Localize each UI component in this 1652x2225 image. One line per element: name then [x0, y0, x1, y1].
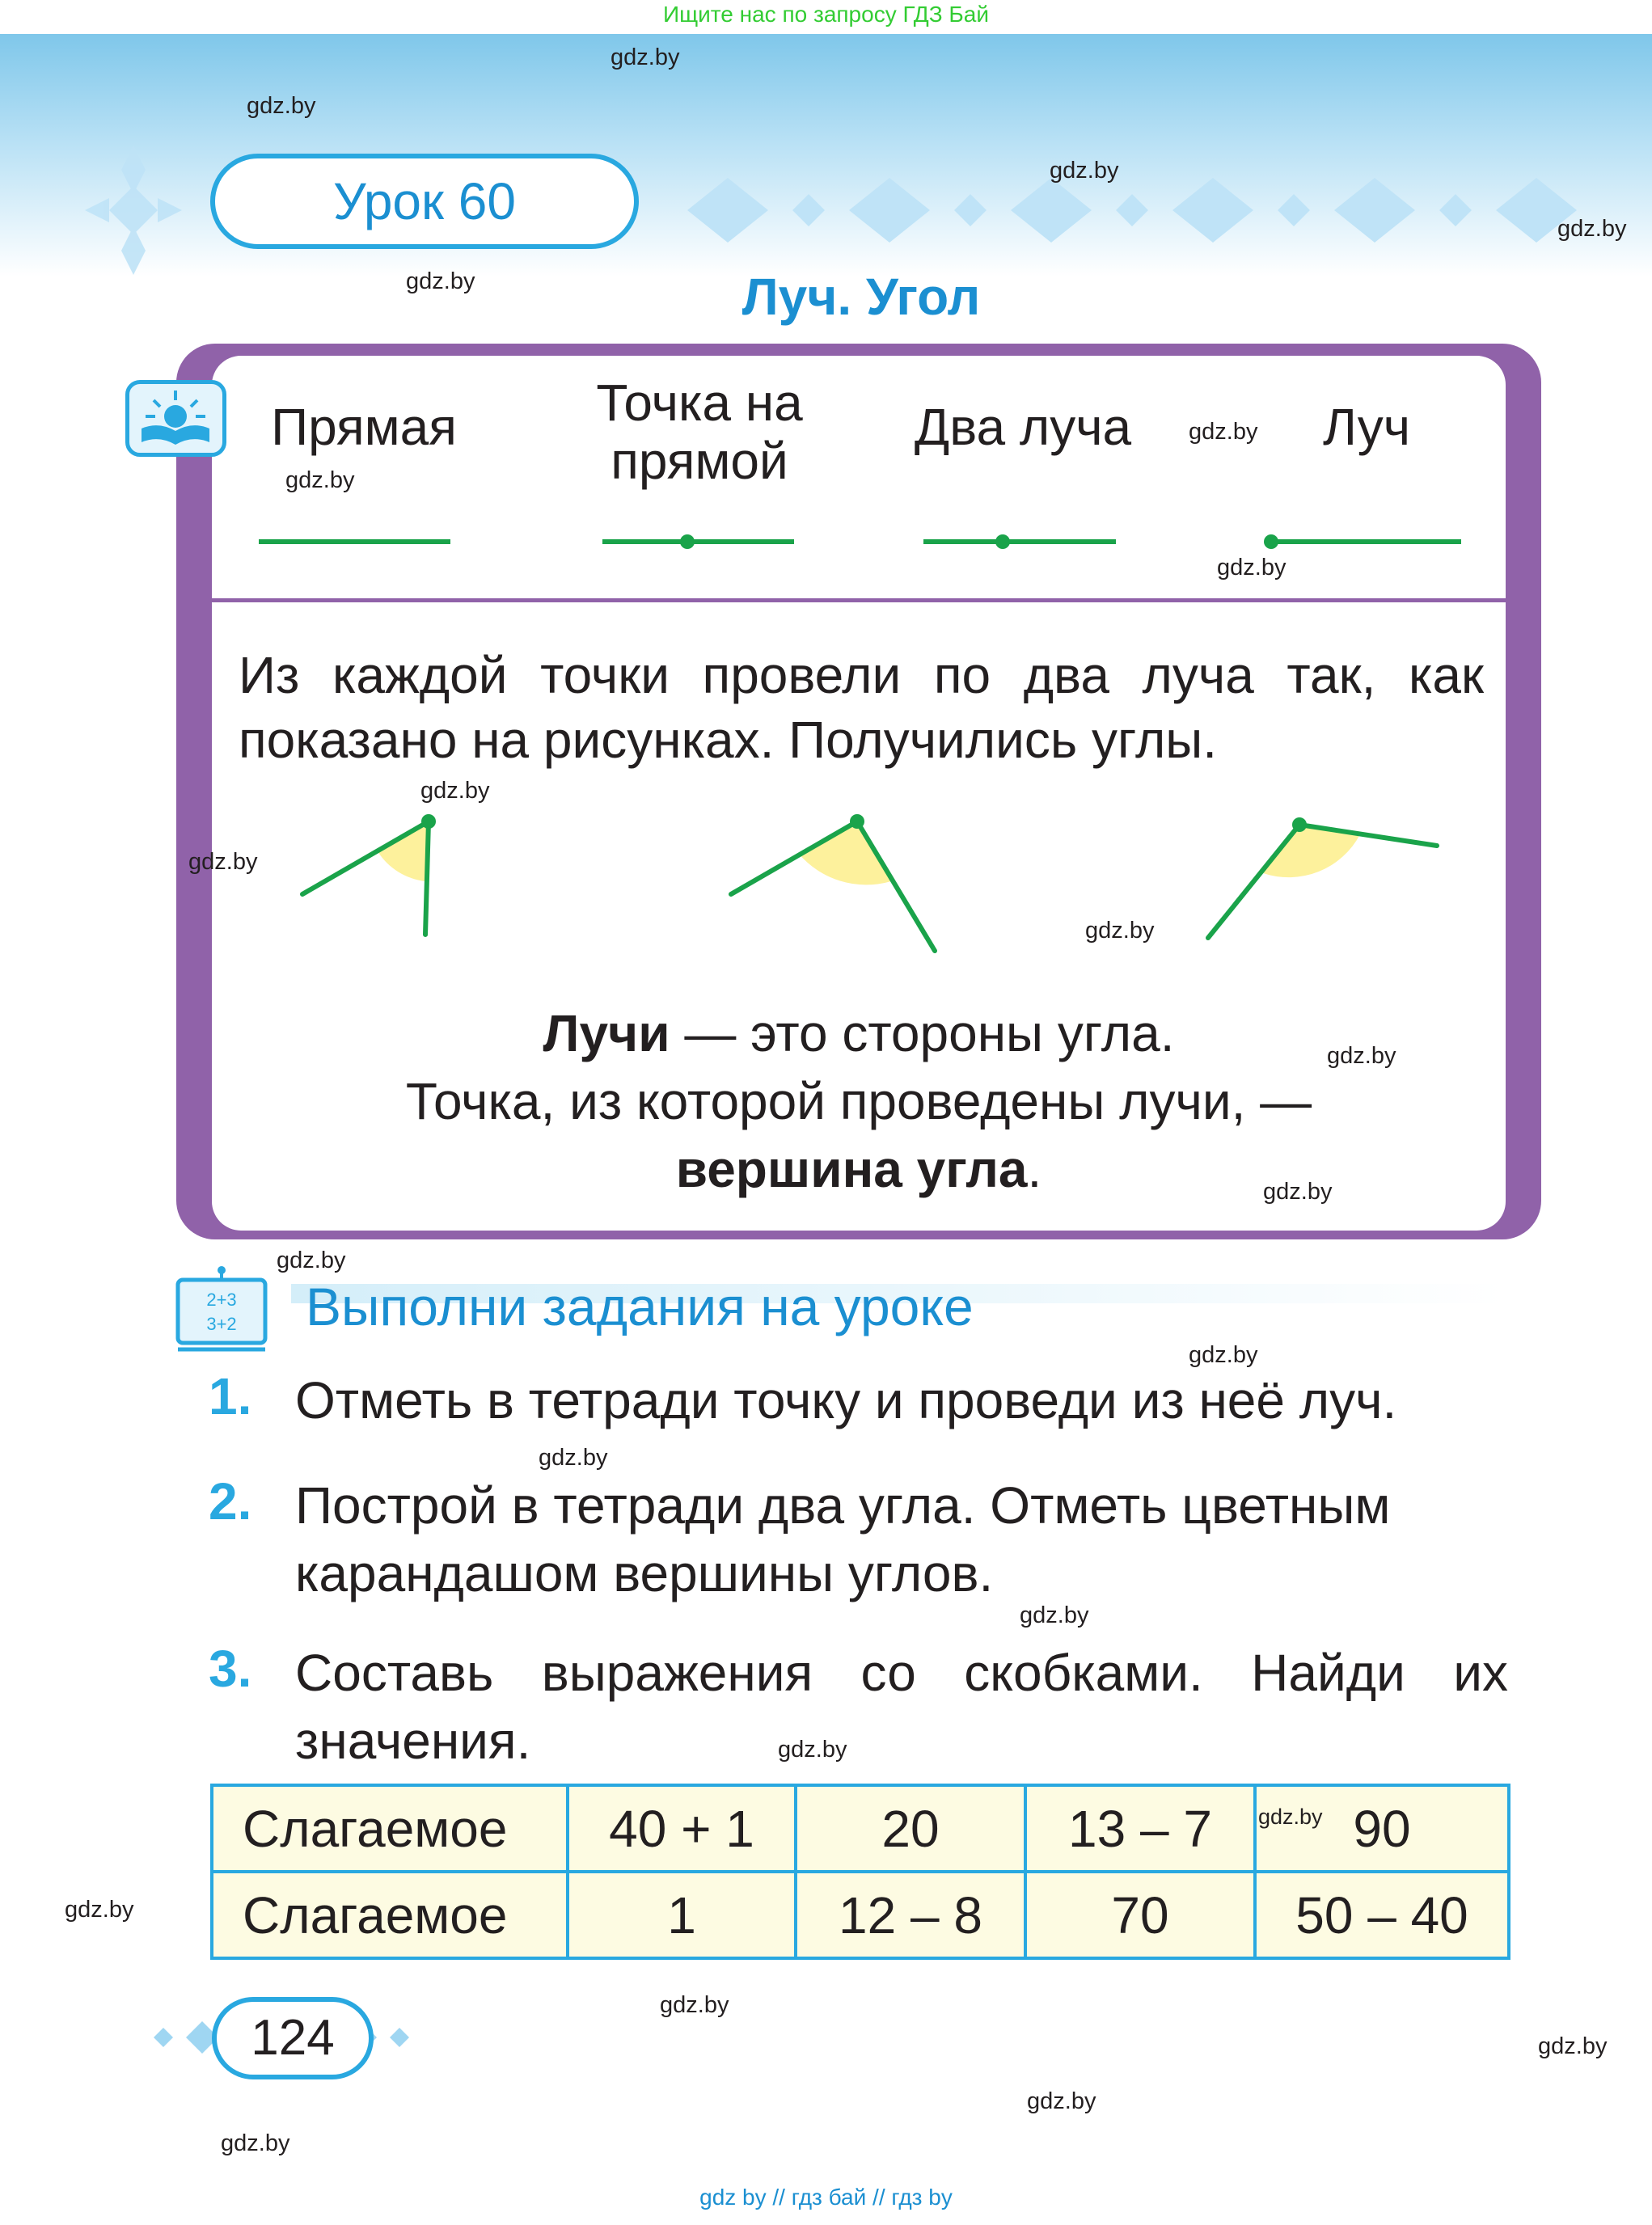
- table-cell: Слагаемое: [212, 1872, 568, 1958]
- angle3-side-a: [1208, 825, 1299, 938]
- theory-divider: [212, 598, 1506, 602]
- watermark: gdz.by: [277, 1248, 346, 1273]
- watermark: gdz.by: [1085, 918, 1155, 944]
- watermark: gdz.by: [65, 1897, 134, 1923]
- table-cell: 13 – 7: [1025, 1785, 1255, 1872]
- concept-point-on-line-label: Точка на прямой: [596, 374, 803, 490]
- watermark: gdz.by: [221, 2130, 290, 2156]
- concept-line-label: Прямая: [271, 398, 457, 456]
- watermark: gdz.by: [1050, 158, 1119, 184]
- task-1-number: 1.: [209, 1367, 252, 1425]
- watermark: gdz.by: [660, 1992, 729, 2018]
- page-title: Луч. Угол: [741, 268, 981, 326]
- task-3-text: Составь выражения со скобками. Найди их значения.: [295, 1644, 1508, 1770]
- rule-line-3: вершина угла.: [675, 1140, 1042, 1198]
- task-1-text: Отметь в тетради точку и проведи из неё луч.: [295, 1371, 1397, 1429]
- point-marker: [680, 534, 695, 549]
- watermark: gdz.by: [1258, 1805, 1323, 1829]
- table-cell: 12 – 8: [796, 1872, 1025, 1958]
- tasks-title: Выполни задания на уроке: [306, 1277, 974, 1336]
- concept-ray-label: Луч: [1322, 398, 1411, 456]
- rule-line-1: Лучи — это стороны угла.: [543, 1004, 1175, 1062]
- lesson-label: Урок 60: [210, 154, 639, 249]
- table-cell: 1: [568, 1872, 796, 1958]
- watermark: gdz.by: [1263, 1179, 1333, 1205]
- table-cell: Слагаемое: [212, 1785, 568, 1872]
- table-cell: 50 – 40: [1255, 1872, 1509, 1958]
- angle-drawings: [212, 792, 1506, 970]
- watermark: gdz.by: [778, 1737, 847, 1763]
- watermark: gdz.by: [247, 93, 316, 119]
- table-cell: 90: [1255, 1785, 1509, 1872]
- angle2-side-b: [857, 821, 935, 951]
- watermark: gdz.by: [1027, 2088, 1096, 2114]
- watermark: gdz.by: [1020, 1602, 1089, 1628]
- watermark: gdz.by: [539, 1445, 608, 1471]
- concept-drawings: [212, 509, 1506, 574]
- rule-line-2: Точка, из которой проведены лучи, —: [405, 1072, 1312, 1130]
- watermark: gdz.by: [1538, 2033, 1608, 2059]
- footer-links[interactable]: gdz by // гдз бай // гдз by: [699, 2185, 953, 2210]
- angle3-vertex: [1292, 817, 1307, 832]
- table-cell: 70: [1025, 1872, 1255, 1958]
- task-2-text: Построй в тетради два угла. Отметь цветным карандашом вершины углов.: [295, 1476, 1391, 1602]
- search-note: Ищите нас по запросу ГДЗ Бай: [662, 2, 990, 27]
- watermark: gdz.by: [1557, 216, 1627, 242]
- watermark: gdz.by: [188, 849, 258, 875]
- table-cell: 20: [796, 1785, 1025, 1872]
- angle1-side-b: [425, 821, 429, 935]
- watermark: gdz.by: [1189, 1342, 1258, 1368]
- watermark: gdz.by: [611, 44, 680, 70]
- book-icon: [125, 380, 226, 457]
- svg-text:3+2: 3+2: [206, 1314, 237, 1334]
- watermark: gdz.by: [285, 467, 355, 493]
- table-row: [212, 1872, 1509, 1958]
- watermark: gdz.by: [406, 268, 475, 294]
- watermark: gdz.by: [1327, 1043, 1396, 1069]
- svg-text:2+3: 2+3: [206, 1290, 237, 1310]
- page-number: 124: [212, 1997, 374, 2079]
- watermark: gdz.by: [1189, 419, 1258, 445]
- table-cell: 40 + 1: [568, 1785, 796, 1872]
- blackboard-icon: [170, 1265, 275, 1354]
- angle1-vertex: [421, 814, 436, 829]
- theory-paragraph: Из каждой точки провели по два луча так, как показано на рисунках. Получились углы.: [239, 646, 1484, 769]
- angle2-vertex: [850, 814, 864, 829]
- ray-origin: [1264, 534, 1278, 549]
- task-3-number: 3.: [209, 1640, 252, 1698]
- task-2-number: 2.: [209, 1472, 252, 1530]
- watermark: gdz.by: [420, 778, 490, 804]
- concept-two-rays-label: Два луча: [914, 398, 1132, 456]
- watermark: gdz.by: [1217, 555, 1287, 581]
- two-rays-vertex: [995, 534, 1010, 549]
